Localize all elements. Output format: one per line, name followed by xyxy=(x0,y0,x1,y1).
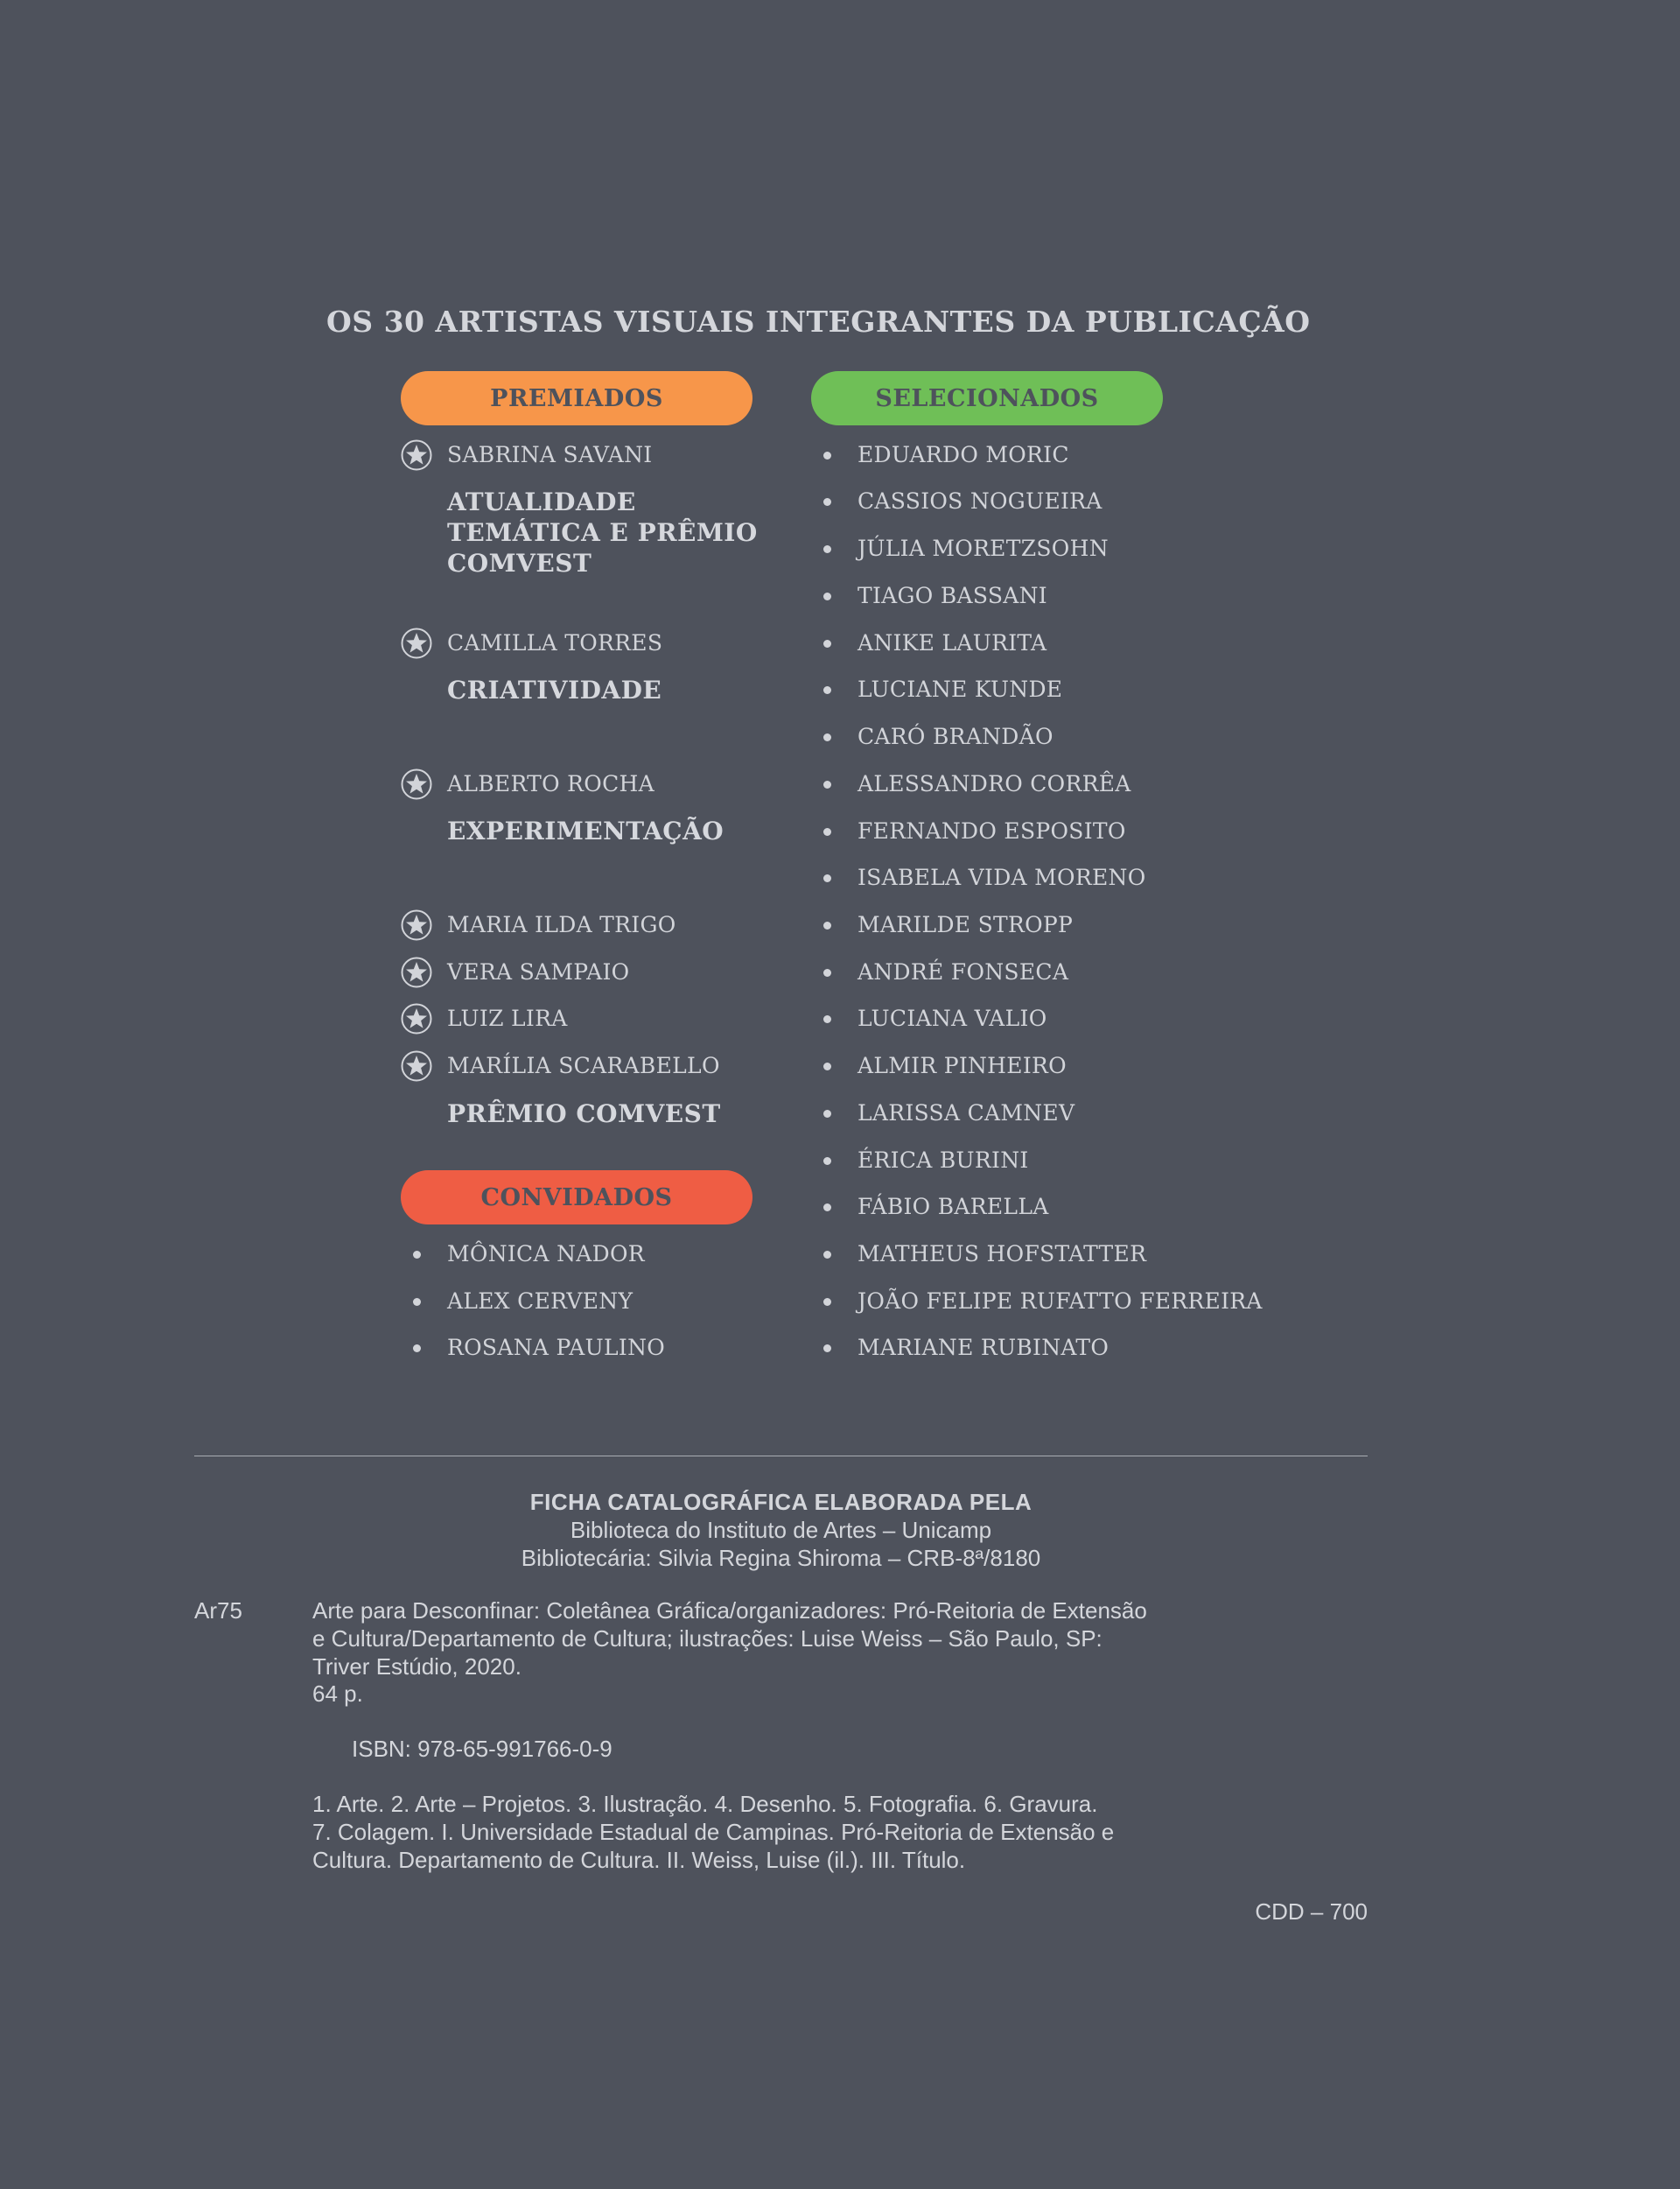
bullet-icon xyxy=(823,781,831,789)
star-icon xyxy=(401,768,432,800)
catalog-description-line: 64 p. xyxy=(312,1680,363,1707)
bullet-icon xyxy=(823,686,831,694)
bullet-icon xyxy=(413,1344,421,1352)
selecionado-name: MATHEUS HOFSTATTER xyxy=(858,1241,1147,1266)
bullet-icon xyxy=(823,922,831,930)
bullet-icon xyxy=(823,733,831,741)
convidado-name: ROSANA PAULINO xyxy=(447,1335,666,1360)
bullet-icon xyxy=(823,1251,831,1259)
selecionado-name: LARISSA CAMNEV xyxy=(858,1100,1075,1126)
award-title: ATUALIDADE TEMÁTICA E PRÊMIO COMVEST xyxy=(447,488,758,578)
star-icon xyxy=(401,1003,432,1035)
selecionado-name: ANIKE LAURITA xyxy=(858,630,1047,656)
librarian: Bibliotecária: Silvia Regina Shiroma – CRB-8ª/8180 xyxy=(521,1545,1041,1571)
award-title: EXPERIMENTAÇÃO xyxy=(447,817,724,845)
selecionados-label: SELECIONADOS xyxy=(811,371,1163,425)
convidados-label: CONVIDADOS xyxy=(401,1170,752,1224)
bullet-icon xyxy=(823,545,831,553)
premiados-label: PREMIADOS xyxy=(401,371,752,425)
bullet-icon xyxy=(823,498,831,506)
star-icon xyxy=(401,439,432,471)
page-title: OS 30 ARTISTAS VISUAIS INTEGRANTES DA PUBLICAÇÃO xyxy=(326,305,1311,339)
selecionado-name: JÚLIA MORETZSOHN xyxy=(858,536,1109,561)
selecionado-name: ISABELA VIDA MORENO xyxy=(858,865,1146,890)
convidado-name: ALEX CERVENY xyxy=(447,1288,634,1314)
catalog-subjects-line: Cultura. Departamento de Cultura. II. Weiss, Luise (il.). III. Título. xyxy=(312,1847,966,1873)
selecionado-name: ÉRICA BURINI xyxy=(858,1147,1029,1173)
selecionado-name: CASSIOS NOGUEIRA xyxy=(858,488,1102,514)
catalog-code: Ar75 xyxy=(194,1597,242,1624)
bullet-icon xyxy=(823,1063,831,1070)
selecionado-name: EDUARDO MORIC xyxy=(858,442,1069,467)
award-title: PRÊMIO COMVEST xyxy=(447,1099,721,1128)
bullet-icon xyxy=(823,452,831,460)
catalog-subjects-line: 1. Arte. 2. Arte – Projetos. 3. Ilustração. 4. Desenho. 5. Fotografia. 6. Gravura. xyxy=(312,1791,1098,1817)
selecionado-name: TIAGO BASSANI xyxy=(858,583,1047,608)
selecionado-name: ALMIR PINHEIRO xyxy=(858,1053,1067,1078)
catalog-description-line: Triver Estúdio, 2020. xyxy=(312,1653,522,1680)
bullet-icon xyxy=(823,640,831,648)
selecionado-name: JOÃO FELIPE RUFATTO FERREIRA xyxy=(858,1288,1263,1314)
premiado-name: ALBERTO ROCHA xyxy=(447,771,654,796)
star-icon xyxy=(401,1050,432,1082)
selecionado-name: LUCIANE KUNDE xyxy=(858,677,1063,702)
selecionado-name: FERNANDO ESPOSITO xyxy=(858,818,1126,844)
isbn: ISBN: 978-65-991766-0-9 xyxy=(352,1736,612,1762)
bullet-icon xyxy=(823,828,831,836)
bullet-icon xyxy=(823,1110,831,1118)
selecionado-name: MARILDE STROPP xyxy=(858,912,1074,937)
library-name: Biblioteca do Instituto de Artes – Unicamp xyxy=(570,1517,992,1543)
premiado-name: SABRINA SAVANI xyxy=(447,442,653,467)
bullet-icon xyxy=(413,1298,421,1306)
selecionado-name: CARÓ BRANDÃO xyxy=(858,724,1054,749)
star-icon xyxy=(401,957,432,988)
convidado-name: MÔNICA NADOR xyxy=(447,1241,645,1266)
selecionado-name: MARIANE RUBINATO xyxy=(858,1335,1110,1360)
bullet-icon xyxy=(823,1344,831,1352)
premiado-name: MARÍLIA SCARABELLO xyxy=(447,1053,720,1078)
star-icon xyxy=(401,628,432,659)
selecionado-name: FÁBIO BARELLA xyxy=(858,1194,1049,1219)
catalog-title: FICHA CATALOGRÁFICA ELABORADA PELA xyxy=(529,1489,1032,1515)
bullet-icon xyxy=(823,1298,831,1306)
bullet-icon xyxy=(823,874,831,882)
bullet-icon xyxy=(823,1157,831,1165)
premiado-name: LUIZ LIRA xyxy=(447,1006,568,1031)
bullet-icon xyxy=(823,1203,831,1211)
catalog-subjects-line: 7. Colagem. I. Universidade Estadual de Campinas. Pró-Reitoria de Extensão e xyxy=(312,1819,1115,1845)
bullet-icon xyxy=(823,1015,831,1023)
selecionado-name: LUCIANA VALIO xyxy=(858,1006,1047,1031)
bullet-icon xyxy=(413,1251,421,1259)
bullet-icon xyxy=(823,593,831,600)
selecionado-name: ALESSANDRO CORRÊA xyxy=(858,771,1131,796)
premiado-name: VERA SAMPAIO xyxy=(447,959,630,985)
bullet-icon xyxy=(823,969,831,977)
catalog-description-line: e Cultura/Departamento de Cultura; ilustrações: Luise Weiss – São Paulo, SP: xyxy=(312,1625,1102,1652)
catalog-description-line: Arte para Desconfinar: Coletânea Gráfica/organizadores: Pró-Reitoria de Extensão xyxy=(312,1597,1147,1624)
star-icon xyxy=(401,909,432,941)
premiado-name: CAMILLA TORRES xyxy=(447,630,663,656)
award-title: CRIATIVIDADE xyxy=(447,676,662,705)
cdd-code: CDD – 700 xyxy=(1255,1898,1368,1925)
premiado-name: MARIA ILDA TRIGO xyxy=(447,912,676,937)
selecionado-name: ANDRÉ FONSECA xyxy=(858,959,1069,985)
